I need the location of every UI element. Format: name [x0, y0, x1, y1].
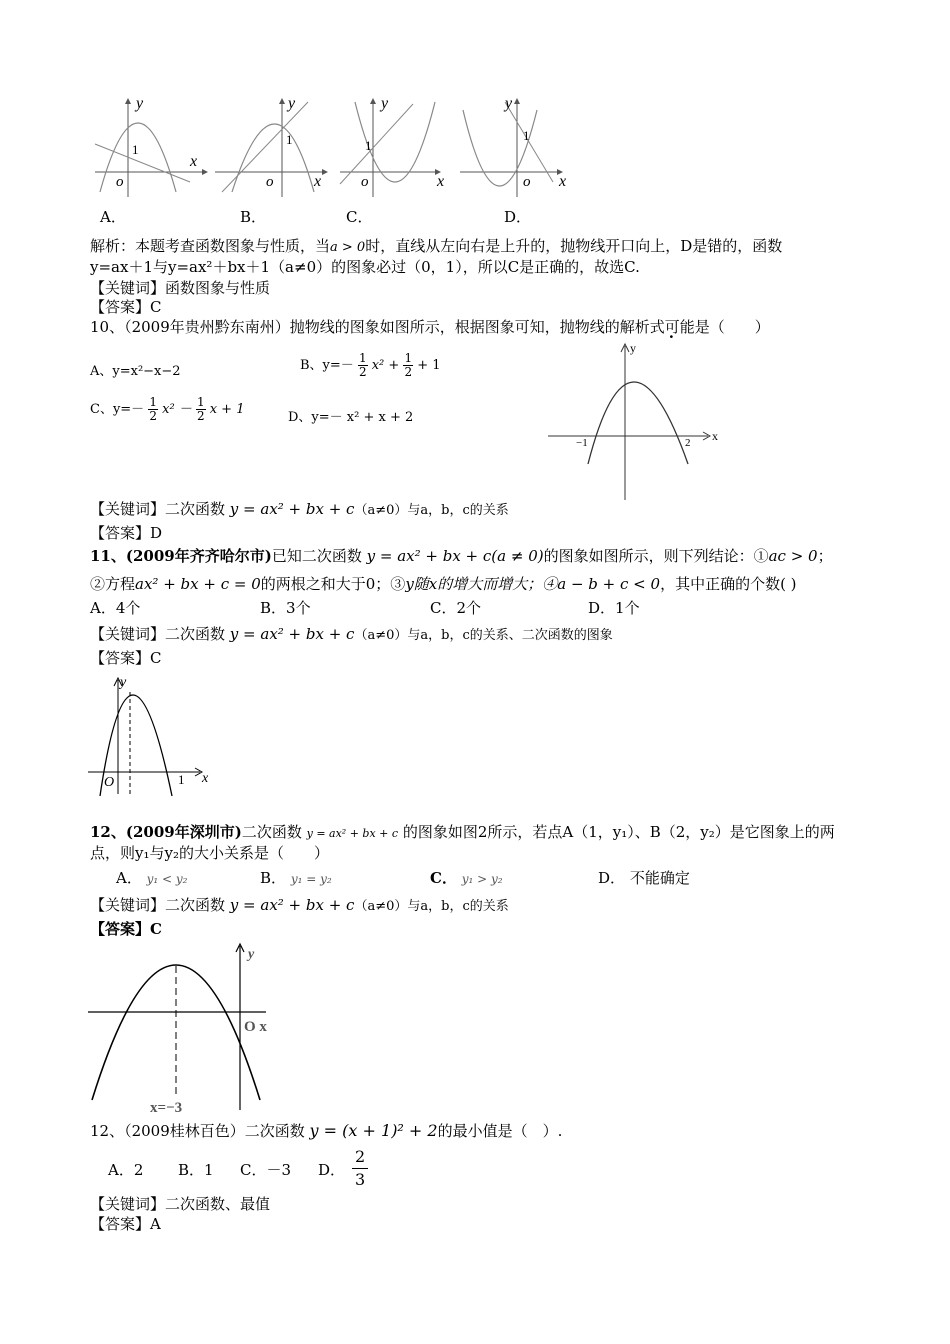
- q12b-stem: 12、（2009桂林百色）二次函数 y = (x + 1)² + 2的最小值是（ ）.: [90, 1121, 563, 1140]
- svg-text:o: o: [266, 174, 274, 190]
- q9-keyword: 【关键词】函数图象与性质: [90, 279, 271, 297]
- q12a-option-a: A． y₁ < y₂: [116, 869, 188, 887]
- svg-text:y: y: [288, 95, 296, 112]
- q12a-stem: 12、(2009年深圳市)二次函数 y = ax² + bx + c 的图象如图2所示，若点A（1，y₁）、B（2，y₂）是它图象上的两: [90, 823, 835, 841]
- svg-text:y: y: [120, 675, 127, 690]
- q12b-option-c: C．－3: [240, 1161, 292, 1179]
- svg-text:O: O: [104, 775, 115, 790]
- svg-text:y: y: [248, 947, 255, 962]
- q9-graph-c: [335, 92, 455, 202]
- q9-graph-d: [455, 92, 575, 202]
- svg-text:1: 1: [523, 128, 530, 143]
- svg-text:y: y: [505, 95, 513, 112]
- q9-option-b: B．: [240, 208, 267, 226]
- svg-text:1: 1: [365, 138, 372, 153]
- q11-option-d: D．1个: [588, 599, 640, 617]
- q9-option-c: C．: [346, 208, 373, 226]
- q10-option-b: B、y=－ $\frac{1}{2}$ x² + $\frac{1}{2}$ + 1: [300, 351, 441, 379]
- svg-text:x: x: [559, 173, 567, 190]
- q11-graph: [88, 672, 218, 797]
- svg-text:x: x: [190, 153, 198, 170]
- svg-text:o: o: [361, 174, 369, 190]
- q12a-option-d: D． 不能确定: [598, 869, 690, 887]
- q10-option-c: C、y=－ $\frac{1}{2}$ x² － $\frac{1}{2}$ x + 1: [90, 395, 245, 423]
- q12b-option-d-fraction: 2 3: [352, 1146, 368, 1191]
- q12a-graph: [88, 940, 288, 1120]
- q12b-answer: 【答案】A: [90, 1215, 161, 1233]
- q12a-stem-line2: 点，则y₁与y₂的大小关系是（ ）: [90, 844, 329, 862]
- q9-analysis-line2: y=ax＋1与y=ax²＋bx＋1（a≠0）的图象必过（0，1），所以C是正确的，故选C.: [90, 258, 640, 276]
- q9-answer: 【答案】C: [90, 298, 162, 316]
- q11-stem-line2: ②方程ax² + bx + c = 0的两根之和大于0；③y随x的增大而增大；④a − b + c < 0，其中正确的个数( ): [90, 575, 797, 593]
- q12a-keyword: 【关键词】二次函数 y = ax² + bx + c（a≠0）与a，b，c的关系: [90, 896, 509, 914]
- svg-text:x: x: [314, 173, 322, 190]
- q12b-option-a: A．2: [108, 1161, 144, 1179]
- svg-text:2: 2: [685, 437, 691, 449]
- q11-option-b: B．3个: [260, 599, 311, 617]
- q10-graph: [548, 340, 728, 505]
- q12b-keyword: 【关键词】二次函数、最值: [90, 1195, 271, 1213]
- svg-text:1: 1: [132, 142, 139, 157]
- svg-text:y: y: [136, 95, 144, 112]
- svg-text:O x: O x: [244, 1019, 267, 1035]
- svg-text:−1: −1: [576, 437, 588, 449]
- q12a-option-b: B． y₁ = y₂: [260, 869, 332, 887]
- svg-text:1: 1: [178, 772, 185, 787]
- svg-text:x=−3: x=−3: [150, 1100, 183, 1116]
- svg-text:o: o: [116, 174, 124, 190]
- svg-text:1: 1: [286, 132, 293, 147]
- q12b-option-b: B．1: [178, 1161, 214, 1179]
- q9-option-a: A．: [100, 208, 126, 226]
- svg-text:x: x: [437, 173, 445, 190]
- q10-option-d: D、y=－ x² + x + 2: [288, 410, 414, 425]
- q12a-answer: 【答案】C: [90, 920, 162, 938]
- svg-text:x: x: [202, 771, 209, 786]
- q12b-option-d: D．: [318, 1161, 346, 1179]
- q11-keyword: 【关键词】二次函数 y = ax² + bx + c（a≠0）与a，b，c的关系、二次函数的图象: [90, 625, 613, 643]
- q9-option-d: D．: [504, 208, 532, 226]
- q9-graph-b: [210, 92, 330, 202]
- svg-text:y: y: [630, 341, 636, 355]
- q10-stem: 10、（2009年贵州黔东南州）抛物线的图象如图所示，根据图象可知，抛物线的解析式可能是（ ）: [90, 318, 770, 336]
- svg-text:x: x: [712, 429, 718, 443]
- q11-option-a: A．4个: [90, 599, 141, 617]
- svg-text:o: o: [523, 174, 531, 190]
- q11-stem: 11、(2009年齐齐哈尔市)已知二次函数 y = ax² + bx + c(a ≠ 0)的图象如图所示，则下列结论：①ac > 0；: [90, 547, 833, 565]
- svg-text:y: y: [381, 95, 389, 112]
- q12a-option-c: C． y₁ > y₂: [430, 869, 503, 887]
- q11-option-c: C．2个: [430, 599, 482, 617]
- q10-keyword: 【关键词】二次函数 y = ax² + bx + c（a≠0）与a，b，c的关系: [90, 500, 509, 518]
- q9-analysis-line1: 解析：本题考查函数图象与性质，当a > 0时，直线从左向右是上升的，抛物线开口向上，D是错的，函数: [90, 237, 783, 255]
- q9-graph-a: [90, 92, 210, 202]
- q11-answer: 【答案】C: [90, 649, 162, 667]
- q10-answer: 【答案】D: [90, 524, 163, 542]
- q10-option-a: A、y=x²−x−2: [90, 364, 181, 379]
